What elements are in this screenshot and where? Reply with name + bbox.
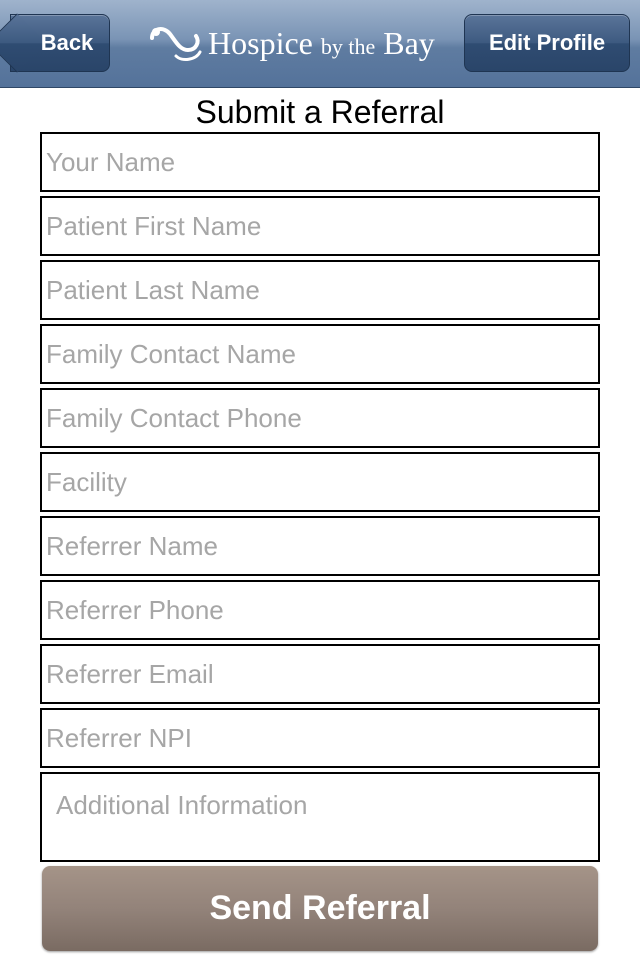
logo-text-bay: Bay	[383, 24, 435, 61]
edit-profile-button[interactable]	[464, 14, 630, 72]
family-contact-name-input[interactable]	[40, 324, 600, 384]
page-title: Submit a Referral	[195, 94, 445, 130]
logo	[146, 16, 436, 70]
nav-bar	[0, 0, 640, 88]
send-referral-label: Send Referral	[209, 889, 431, 927]
referrer-phone-input[interactable]	[40, 580, 600, 640]
back-button-label: Back	[40, 30, 94, 55]
logo-text-by-the: by the	[320, 33, 376, 59]
referrer-name-input[interactable]	[40, 516, 600, 576]
edit-profile-label: Edit Profile	[488, 30, 606, 55]
send-referral-button[interactable]	[42, 866, 598, 951]
logo-text-hospice: Hospice	[208, 24, 313, 61]
facility-input[interactable]	[40, 452, 600, 512]
logo-wordmark	[208, 25, 435, 62]
your-name-input[interactable]	[40, 132, 600, 192]
referrer-npi-input[interactable]	[40, 708, 600, 768]
patient-last-name-input[interactable]	[40, 260, 600, 320]
additional-information-textarea[interactable]	[40, 772, 600, 862]
hospice-logo-icon	[146, 20, 204, 66]
patient-first-name-input[interactable]	[40, 196, 600, 256]
referrer-email-input[interactable]	[40, 644, 600, 704]
family-contact-phone-input[interactable]	[40, 388, 600, 448]
back-button[interactable]	[10, 14, 110, 72]
